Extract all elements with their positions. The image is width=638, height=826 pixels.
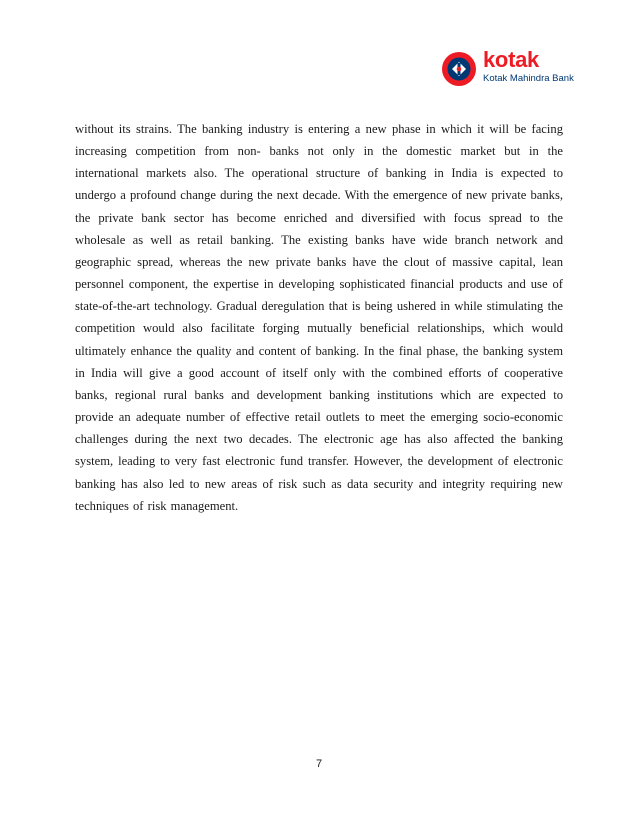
kotak-logo <box>441 49 591 91</box>
kotak-logo-icon <box>441 51 477 87</box>
body-paragraph: without its strains. The banking industry is entering a new phase in which it will be facing increasing competition from non- banks not only in the domestic market but in the international markets also. The operational structure of banking in India is expected to undergo a profound change during the next decade. With the emergence of new private banks, the private bank sector has become enriched and diversified with focus spread to the wholesale as well as retail banking. The existing banks have wide branch network and geographic spread, whereas the new private banks have the clout of massive capital, lean personnel component, the expertise in developing sophisticated financial products and use of state-of-the-art technology. Gradual deregulation that is being ushered in while stimulating the competition would also facilitate forging mutually beneficial relationships, which would ultimately enhance the quality and content of banking. In the final phase, the banking system in India will give a good account of itself only with the combined efforts of cooperative banks, regional rural banks and development banking institutions which are expected to provide an adequate number of effective retail outlets to meet the emerging socio-economic challenges during the next two decades. The electronic age has also affected the banking system, leading to very fast electronic fund transfer. However, the development of electronic banking has also led to new areas of risk such as data security and integrity requiring new techniques of risk management. <box>75 122 563 513</box>
logo-subtitle: Kotak Mahindra Bank <box>483 73 574 84</box>
page-number: 7 <box>315 758 323 770</box>
logo-wordmark: kotak <box>483 47 539 72</box>
